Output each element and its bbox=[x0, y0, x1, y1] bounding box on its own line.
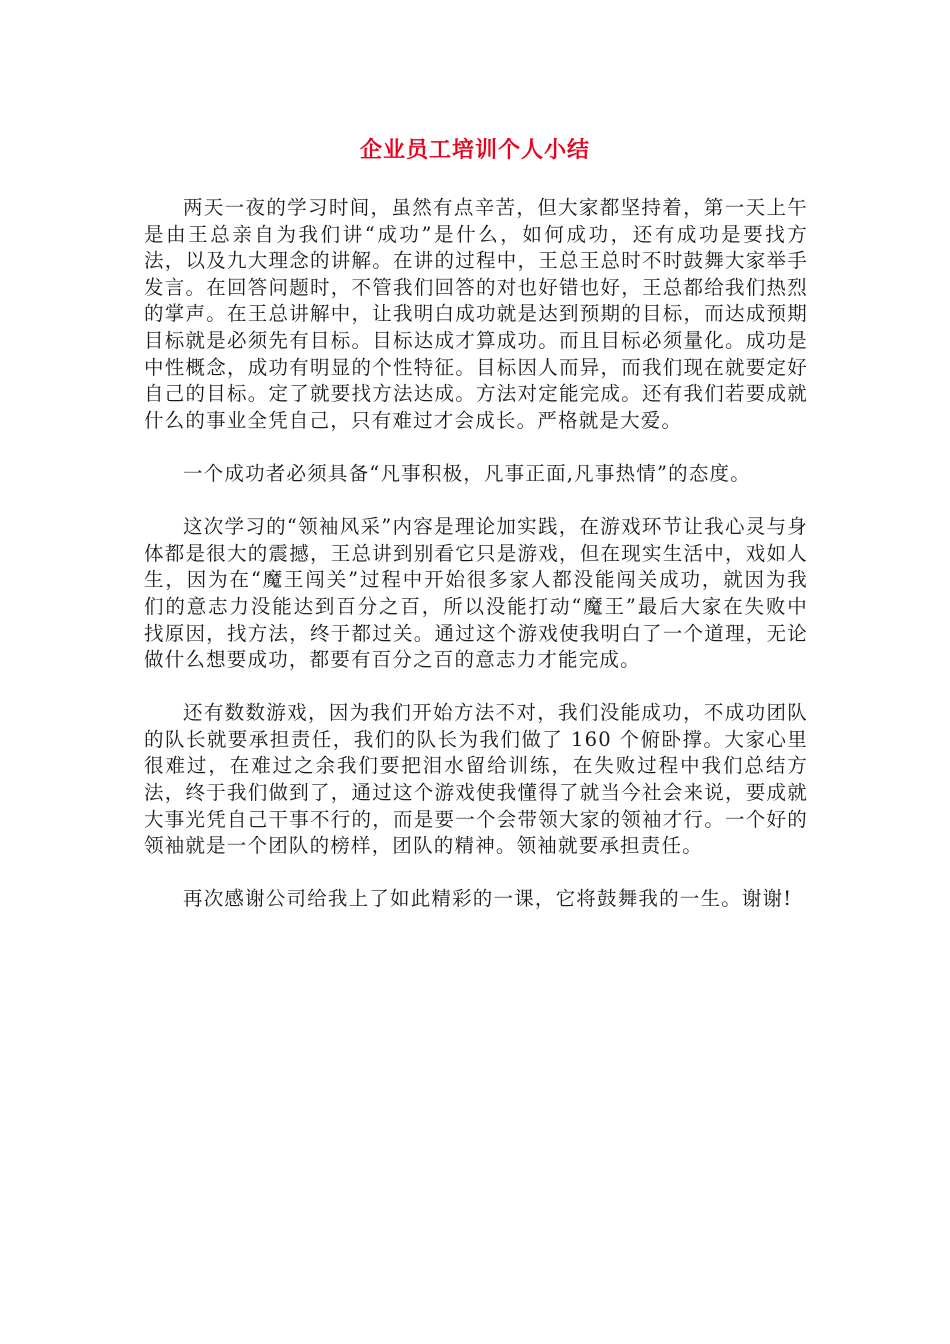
paragraph-5: 再次感谢公司给我上了如此精彩的一课，它将鼓舞我的一生。谢谢! bbox=[183, 887, 793, 911]
document-title: 企业员工培训个人小结 bbox=[359, 138, 590, 163]
paragraph-2: 一个成功者必须具备“凡事积极，凡事正面,凡事热情”的态度。 bbox=[183, 461, 751, 485]
paragraph-3: 这次学习的“领袖风采”内容是理论加实践，在游戏环节让我心灵与身体都是很大的震撼，王总讲到别看它只是游戏，但在现实生活中，戏如人生，因为在“魔王闯关”过程中开始很多家人都没能闯关成功，就因为我们的意志力没能达到百分之百，所以没能打动“魔王”最后大家在失败中找原因，找方法，终于都过关。通过这个游戏使我明白了一个道理，无论做什么想要成功，都要有百分之百的意志力才能完成。 bbox=[144, 515, 808, 672]
document-body bbox=[144, 195, 808, 940]
paragraph-4: 还有数数游戏，因为我们开始方法不对，我们没能成功，不成功团队的队长就要承担责任，我们的队长为我们做了 160 个俯卧撑。大家心里很难过，在难过之余我们要把泪水留给训练，在失败过程中我们总结方法，终于我们做到了，通过这个游戏使我懂得了就当今社会来说，要成就大事光凭自己干事不行的，而是要一个会带领大家的领袖才行。一个好的领袖就是一个团队的榜样，团队的精神。领袖就要承担责任。 bbox=[144, 701, 808, 858]
paragraph-1: 两天一夜的学习时间，虽然有点辛苦，但大家都坚持着，第一天上午是由王总亲自为我们讲“成功”是什么，如何成功，还有成功是要找方法，以及九大理念的讲解。在讲的过程中，王总王总时不时鼓舞大家举手发言。在回答问题时，不管我们回答的对也好错也好，王总都给我们热烈的掌声。在王总讲解中，让我明白成功就是达到预期的目标，而达成预期目标就是必须先有目标。目标达成才算成功。而且目标必须量化。成功是中性概念，成功有明显的个性特征。目标因人而异，而我们现在就要定好自己的目标。定了就要找方法达成。方法对定能完成。还有我们若要成就什么的事业全凭自己，只有难过才会成长。严格就是大爱。 bbox=[144, 196, 808, 432]
